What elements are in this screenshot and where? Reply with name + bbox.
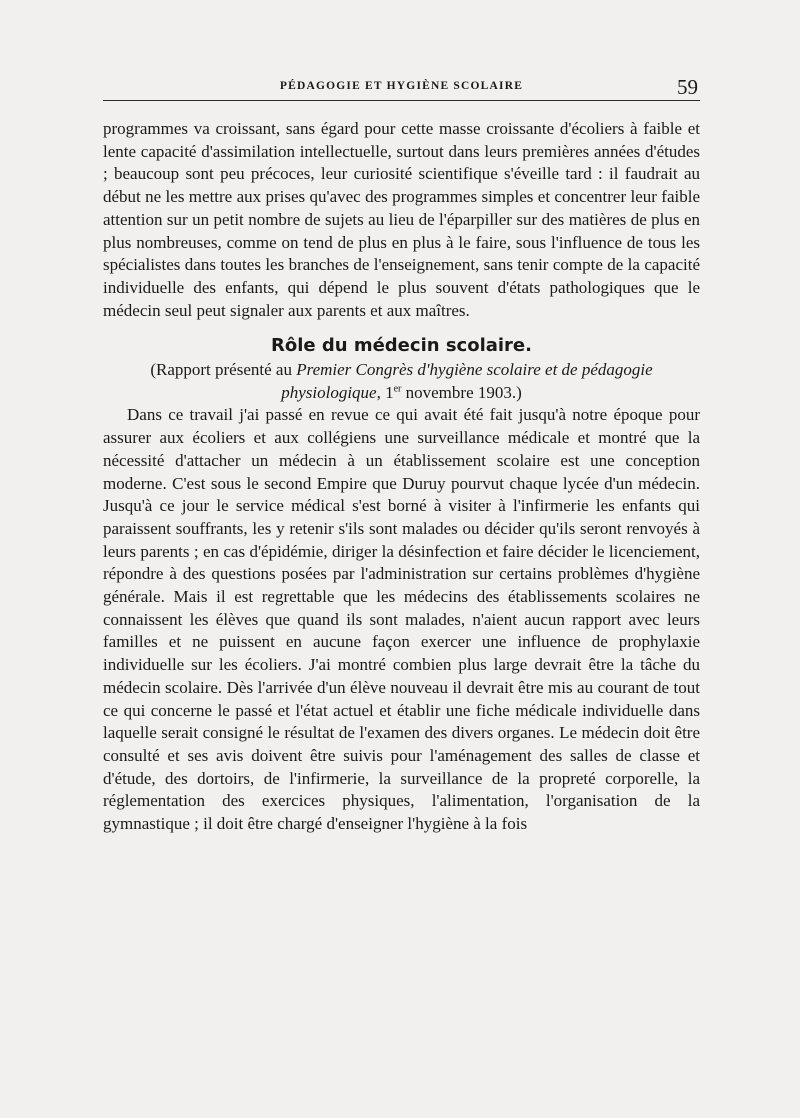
note-comma: , — [376, 382, 386, 402]
note-day: 1 — [385, 382, 394, 402]
note-day-superscript: er — [393, 383, 402, 395]
note-date-rest: novembre 1903.) — [401, 382, 522, 402]
running-title: PÉDAGOGIE ET HYGIÈNE SCOLAIRE — [279, 80, 524, 92]
note-prefix: (Rapport présenté au — [150, 360, 297, 380]
continuation-paragraph: programmes va croissant, sans égard pour cette masse croissante d'écoliers à faible et lente capacité d'assimilation intellectuelle, surtout dans leurs premières années d'études ; beaucoup sont peu précoces, leur curiosité scientifique s'éveille tard : il faudrait au début ne les mettre aux prises qu'avec des programmes simples et concentrer leur faible attention sur un petit nombre de sujets au lieu de l'éparpiller sur des matières de plus en plus nombreuses, comme on tend de plus en plus à le faire, sous l'influence de tous les spécialistes dans toutes les branches de l'enseignement, sans tenir compte de la capacité individuelle des enfants, qui dépend le plus souvent d'états pathologiques que le médecin seul peut signaler aux parents et aux maîtres. — [103, 119, 700, 320]
section-title: Rôle du médecin scolaire. — [271, 335, 532, 357]
main-paragraph: Dans ce travail j'ai passé en revue ce qui avait été fait jusqu'à notre époque pour assurer aux écoliers et aux collégiens une surveillance médicale et montré que la nécessité d'attacher un médecin à un établissement scolaire est une conception moderne. C'est sous le second Empire que Duruy pourvut chaque lycée d'un médecin. Jusqu'à ce jour le service médical s'est borné à visiter à l'infirmerie les enfants qui paraissent souffrants, les y retenir s'ils sont malades ou décider qu'ils seront renvoyés à leurs parents ; en cas d'épidémie, diriger la désinfection et faire décider le licenciement, répondre à des questions posées par l'administration sur certains problèmes d'hygiène générale. Mais il est regrettable que les médecins des établissements scolaires ne connaissent les élèves que quand ils sont malades, n'aient aucun rapport avec leurs familles et ne puissent en aucune façon exercer une influence de prophylaxie individuelle sur les écoliers. J'ai montré combien plus large devrait être la tâche du médecin scolaire. Dès l'arrivée d'un élève nouveau il devrait être mis au courant de tout ce qui concerne le passé et l'état actuel et établir une fiche médicale individuelle dans laquelle serait consigné le résultat de l'examen des divers organes. Le médecin doit être consulté et ses avis doivent être suivis pour l'aménagement des salles de classe et d'étude, des dortoirs, de l'infirmerie, la surveillance de la propreté corporelle, la réglementation des exercices physiques, l'alimentation, l'organisation de la gymnastique ; il doit être chargé d'enseigner l'hygiène à la fois — [103, 405, 700, 834]
page-number: 59 — [677, 75, 698, 99]
note-congress-name: Premier Congrès d'hygiène scolaire et de pédagogie physiologique — [281, 360, 653, 402]
body-text — [103, 118, 700, 836]
section-note — [103, 359, 700, 404]
page-header — [103, 76, 700, 101]
